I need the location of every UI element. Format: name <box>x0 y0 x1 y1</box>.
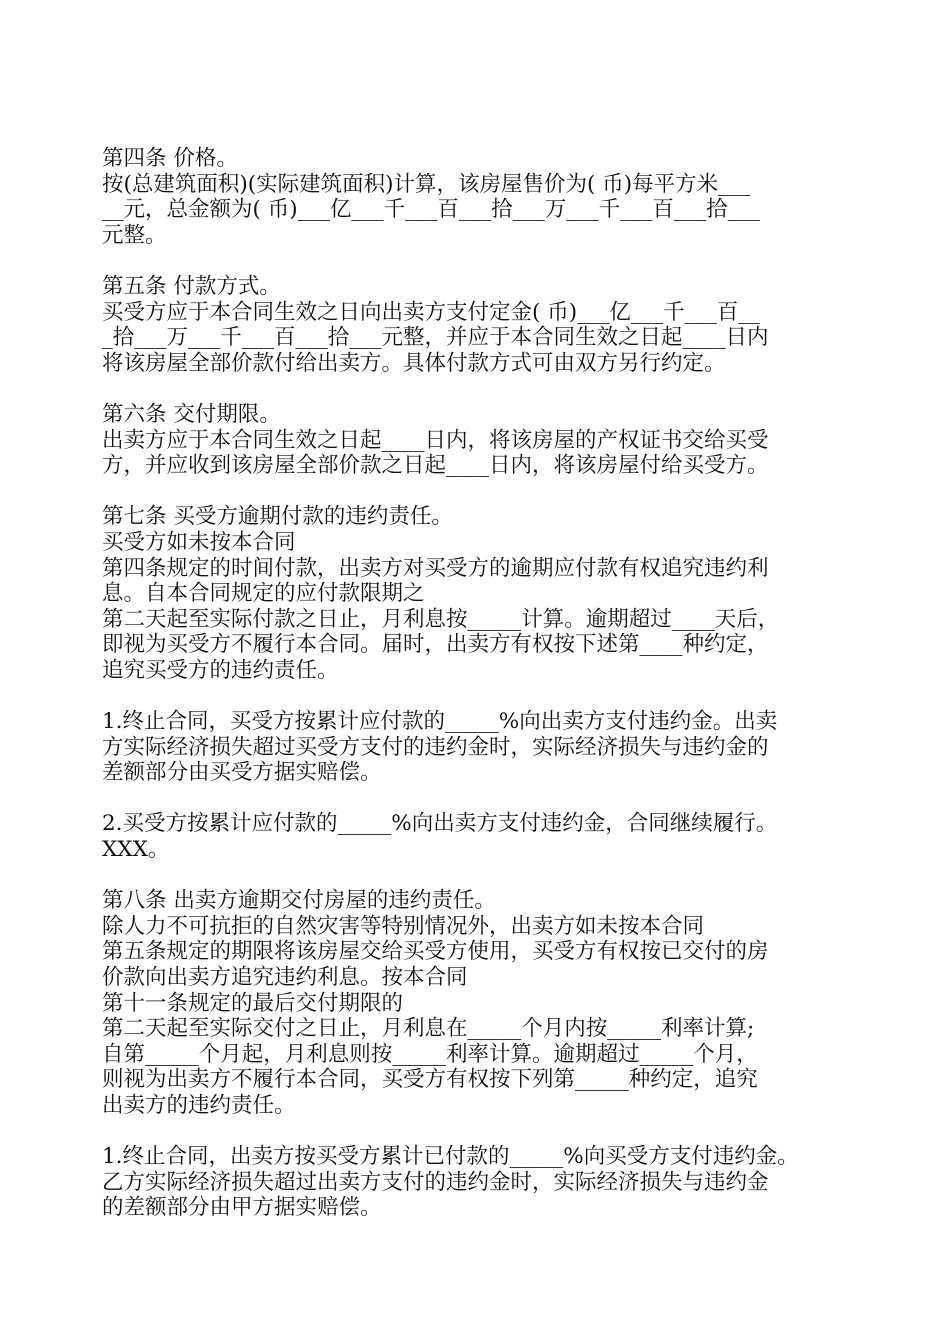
paragraph-article-5 <box>102 274 862 376</box>
paragraph-article-6 <box>102 402 862 479</box>
text-line: 价款向出卖方追究违约利息。按本合同 <box>102 965 468 990</box>
section-heading: 第四条 价格。 <box>102 146 238 171</box>
section-heading: 第八条 出卖方逾期交付房屋的违约责任。 <box>102 888 496 914</box>
section-heading: 第五条 付款方式。 <box>102 273 281 299</box>
text-line: 买受方如未按本合同 <box>102 529 296 555</box>
text-line: 出卖方应于本合同生效之日起____日内，将该房屋的产权证书交给买受 <box>102 427 769 453</box>
text-line: 差额部分由买受方据实赔偿。 <box>102 760 382 786</box>
paragraph-article-7-item-2 <box>102 811 862 862</box>
text-line: 1.终止合同，出卖方按买受方累计已付款的_____%向买受方支付违约金。 <box>102 1144 799 1170</box>
text-line: 除人力不可抗拒的自然灾害等特别情况外，出卖方如未按本合同 <box>102 913 705 939</box>
text-line: 出卖方的违约责任。 <box>102 1092 296 1118</box>
text-line: 方实际经济损失超过买受方支付的违约金时，实际经济损失与违约金的 <box>102 734 769 760</box>
text-line: 即视为买受方不履行本合同。届时，出卖方有权按下述第____种约定， <box>102 632 769 658</box>
text-line: 1.终止合同，买受方按累计应付款的_____%向出卖方支付违约金。出卖 <box>102 709 778 735</box>
text-line: 将该房屋全部价款付给出卖方。具体付款方式可由双方另行约定。 <box>102 350 726 376</box>
text-line: 买受方应于本合同生效之日向出卖方支付定金( 币)___亿___千___百__ <box>102 299 760 325</box>
text-line: 第二天起至实际付款之日止，月利息按_____计算。逾期超过____天后， <box>102 606 780 632</box>
text-line: 自第_____个月起，月利息则按_____利率计算。逾期超过_____个月， <box>102 1041 758 1067</box>
text-line: 第四条规定的时间付款，出卖方对买受方的逾期应付款有权追究违约利 <box>102 555 769 581</box>
paragraph-spacer <box>102 786 862 812</box>
text-line: 追究买受方的违约责任。 <box>102 657 339 683</box>
text-line: 按(总建筑面积)(实际建筑面积)计算，该房屋售价为( 币)每平方米___ <box>102 171 751 197</box>
paragraph-spacer <box>102 479 862 505</box>
paragraph-article-8-item-1 <box>102 1144 862 1221</box>
paragraph-spacer <box>102 248 862 274</box>
text-line: 方，并应收到该房屋全部价款之日起____日内，将该房屋付给买受方。 <box>102 453 769 479</box>
text-line: 第二天起至实际交付之日止，月利息在_____个月内按_____利率计算; <box>102 1016 755 1042</box>
paragraph-spacer <box>102 1119 862 1145</box>
text-line: __元，总金额为( 币)___亿___千___百___拾___万___千___百___拾___ <box>102 197 760 223</box>
paragraph-article-8 <box>102 888 862 1118</box>
text-line: 息。自本合同规定的应付款限期之 <box>102 581 425 607</box>
text-line: 乙方实际经济损失超过出卖方支付的违约金时，实际经济损失与违约金 <box>102 1169 769 1195</box>
section-heading: 第七条 买受方逾期付款的违约责任。 <box>102 504 453 530</box>
text-line: 则视为出卖方不履行本合同，买受方有权按下列第_____种约定，追究 <box>102 1067 758 1093</box>
text-line: 2.买受方按累计应付款的_____%向出卖方支付违约金，合同继续履行。 <box>102 811 778 837</box>
paragraph-article-7-item-1 <box>102 709 862 786</box>
paragraph-spacer <box>102 376 862 402</box>
text-line: 第五条规定的期限将该房屋交给买受方使用，买受方有权按已交付的房 <box>102 939 769 965</box>
paragraph-spacer <box>102 683 862 709</box>
paragraph-article-7 <box>102 504 862 683</box>
paragraph-article-4 <box>102 146 862 248</box>
document-body <box>102 146 862 1221</box>
text-line: 的差额部分由甲方据实赔偿。 <box>102 1195 382 1221</box>
text-line: 元整。 <box>102 222 167 248</box>
text-line: XXX。 <box>102 837 170 863</box>
section-heading: 第六条 交付期限。 <box>102 401 281 427</box>
text-line: 第十一条规定的最后交付期限的 <box>102 990 404 1016</box>
text-line: _拾___万___千___百___拾___元整，并应于本合同生效之日起____日内 <box>102 325 769 351</box>
paragraph-spacer <box>102 863 862 889</box>
